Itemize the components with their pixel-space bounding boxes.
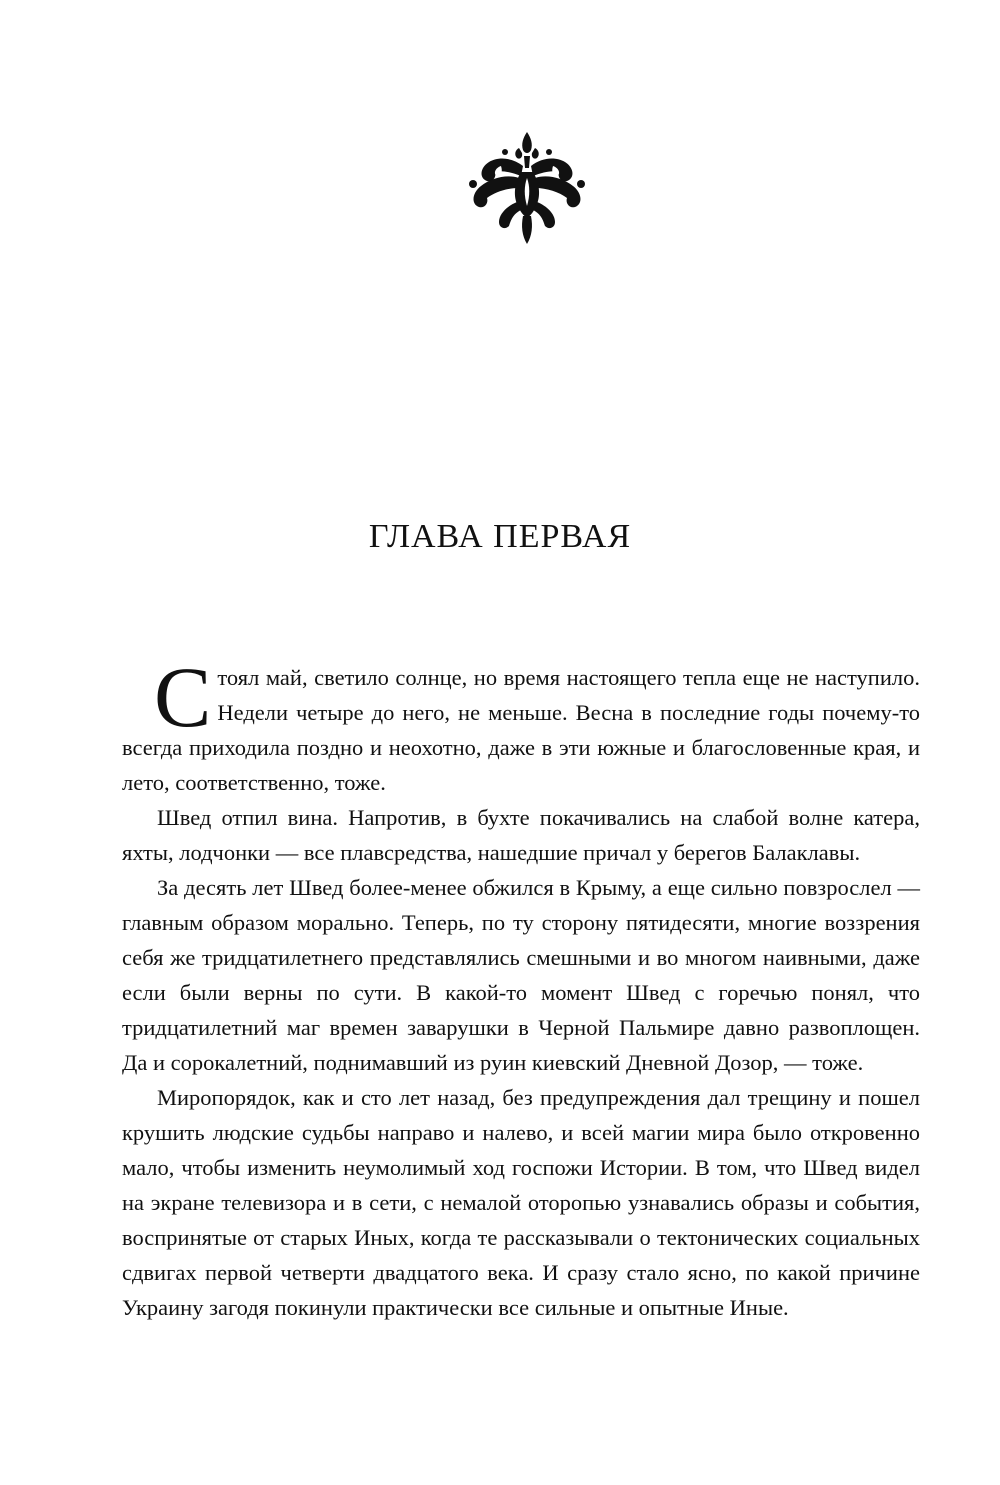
paragraph-3: За десять лет Швед более-менее обжился в Крыму, а еще сильно повзрослел — главным образом морально. Теперь, по ту сторону пятидесяти, многие воззрения себя же тридцатилетнего представлялись смешными и во многом наивными, даже если были верны по сути. В какой-то момент Швед с горечью понял, что тридцатилетний маг времен заварушки в Черной Пальмире давно развоплощен. Да и сорокалетний, поднимавший из руин киевский Дневной Дозор, — тоже. xyxy=(122,875,920,1075)
paragraph-2: Швед отпил вина. Напротив, в бухте покачивались на слабой волне катера, яхты, лодчонки — все плавсредства, нашедшие причал у берегов Балаклавы. xyxy=(122,805,920,865)
floral-ornament-icon xyxy=(467,128,587,246)
paragraph-1 xyxy=(122,649,920,800)
chapter-body xyxy=(122,649,920,1325)
drop-cap: С xyxy=(154,649,212,745)
chapter-title: ГЛАВА ПЕРВАЯ xyxy=(368,518,632,555)
paragraph-1-text: тоял май, светило солнце, но время настоящего тепла еще не наступило. Недели четыре до него, не меньше. Весна в последние годы почему-то всегда приходила поздно и неохотно, даже в эти южные и благословенные края, и лето, соответственно, тоже. xyxy=(122,665,920,795)
paragraph-4: Миропорядок, как и сто лет назад, без предупреждения дал трещину и пошел крушить людские судьбы направо и налево, и всей магии мира было откровенно мало, чтобы изменить неумолимый ход госпожи Истории. В том, что Швед видел на экране телевизора и в сети, с немалой оторопью узнавались образы и события, воспринятые от старых Иных, когда те рассказывали о тектонических социальных сдвигах первой четверти двадцатого века. И сразу стало ясно, по какой причине Украину загодя покинули практически все сильные и опытные Иные. xyxy=(122,1085,920,1320)
